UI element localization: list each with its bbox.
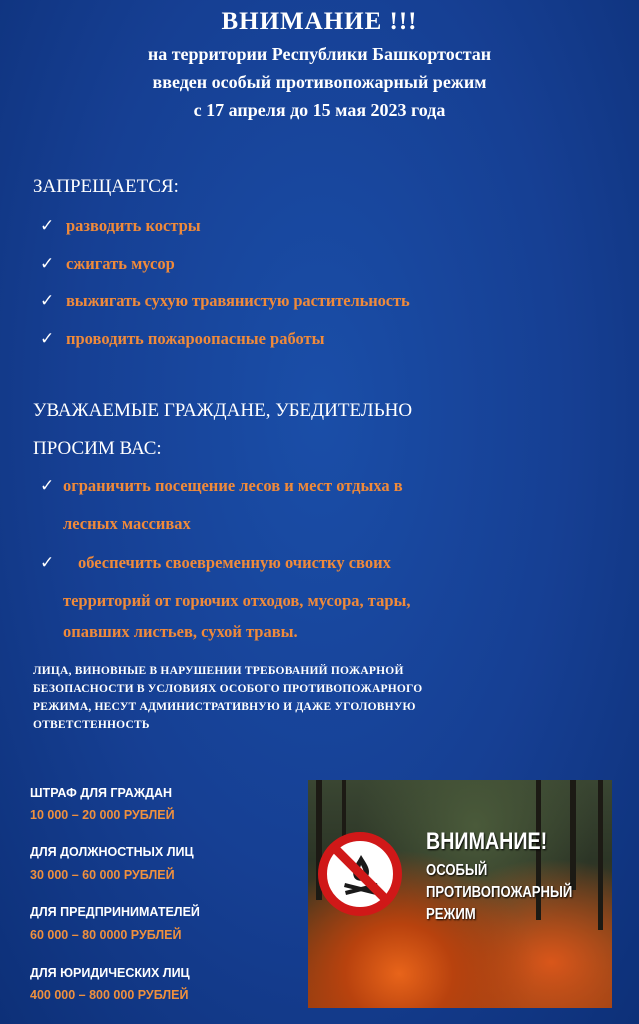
header-line-3: с 17 апреля до 15 мая 2023 года (193, 100, 446, 120)
prohibited-item: проводить пожароопасные работы (66, 329, 325, 348)
appeal-item-2-line-3: опавших листьев, сухой травы. (63, 622, 298, 641)
poster-title: ВНИМАНИЕ! (426, 828, 548, 855)
fine-amount: 10 000 – 20 000 РУБЛЕЙ (30, 808, 175, 822)
notice-title: ВНИМАНИЕ !!! (221, 8, 418, 35)
checkmark-icon: ✓ (40, 553, 55, 572)
header-line-2: введен особый противопожарный режим (152, 72, 487, 92)
checkmark-icon: ✓ (40, 254, 55, 273)
appeal-item-1-line-2: лесных массивах (63, 514, 191, 533)
no-fire-icon (318, 832, 402, 916)
fine-category: ДЛЯ ДОЛЖНОСТНЫХ ЛИЦ (30, 845, 194, 859)
fine-amount: 30 000 – 60 000 РУБЛЕЙ (30, 868, 175, 882)
tree-trunk (570, 780, 576, 890)
header-line-1: на территории Республики Башкортостан (147, 44, 492, 64)
fine-amount: 60 000 – 80 0000 РУБЛЕЙ (30, 928, 182, 942)
fine-category: ДЛЯ ЮРИДИЧЕСКИХ ЛИЦ (30, 966, 190, 980)
appeal-heading-line-1: УВАЖАЕМЫЕ ГРАЖДАНЕ, УБЕДИТЕЛЬНО (33, 400, 413, 421)
prohibited-item: сжигать мусор (66, 254, 175, 273)
fire-regime-poster (308, 780, 612, 1008)
fine-category: ДЛЯ ПРЕДПРИНИМАТЕЛЕЙ (30, 905, 200, 919)
poster-line-3: РЕЖИМ (426, 906, 476, 923)
checkmark-icon: ✓ (40, 476, 55, 495)
prohibited-heading: ЗАПРЕЩАЕТСЯ: (33, 176, 179, 197)
tree-trunk (598, 780, 603, 930)
poster-line-2: ПРОТИВОПОЖАРНЫЙ (426, 884, 573, 901)
liability-line-1: ЛИЦА, ВИНОВНЫЕ В НАРУШЕНИИ ТРЕБОВАНИЙ ПОЖАРНОЙ (33, 665, 404, 677)
appeal-item-1-line-1: ограничить посещение лесов и мест отдыха в (63, 476, 403, 495)
appeal-item-2-line-1: обеспечить своевременную очистку своих (78, 553, 391, 572)
liability-warning (33, 662, 623, 734)
liability-line-2: БЕЗОПАСНОСТИ В УСЛОВИЯХ ОСОБОГО ПРОТИВОПОЖАРНОГО (33, 683, 423, 695)
prohibited-item: разводить костры (66, 216, 201, 235)
liability-line-4: ОТВЕТСТЕННОСТЬ (33, 719, 150, 731)
checkmark-icon: ✓ (40, 329, 55, 348)
fine-category: ШТРАФ ДЛЯ ГРАЖДАН (30, 786, 173, 800)
checkmark-icon: ✓ (40, 216, 55, 235)
poster-line-1: ОСОБЫЙ (426, 862, 488, 879)
prohibited-item: выжигать сухую травянистую растительность (66, 291, 410, 310)
liability-line-3: РЕЖИМА, НЕСУТ АДМИНИСТРАТИВНУЮ И ДАЖЕ УГОЛОВНУЮ (33, 701, 416, 713)
appeal-item-2-line-2: территорий от горючих отходов, мусора, тары, (63, 591, 411, 610)
appeal-heading-line-2: ПРОСИМ ВАС: (33, 438, 162, 459)
fine-amount: 400 000 – 800 000 РУБЛЕЙ (30, 988, 189, 1002)
checkmark-icon: ✓ (40, 291, 55, 310)
